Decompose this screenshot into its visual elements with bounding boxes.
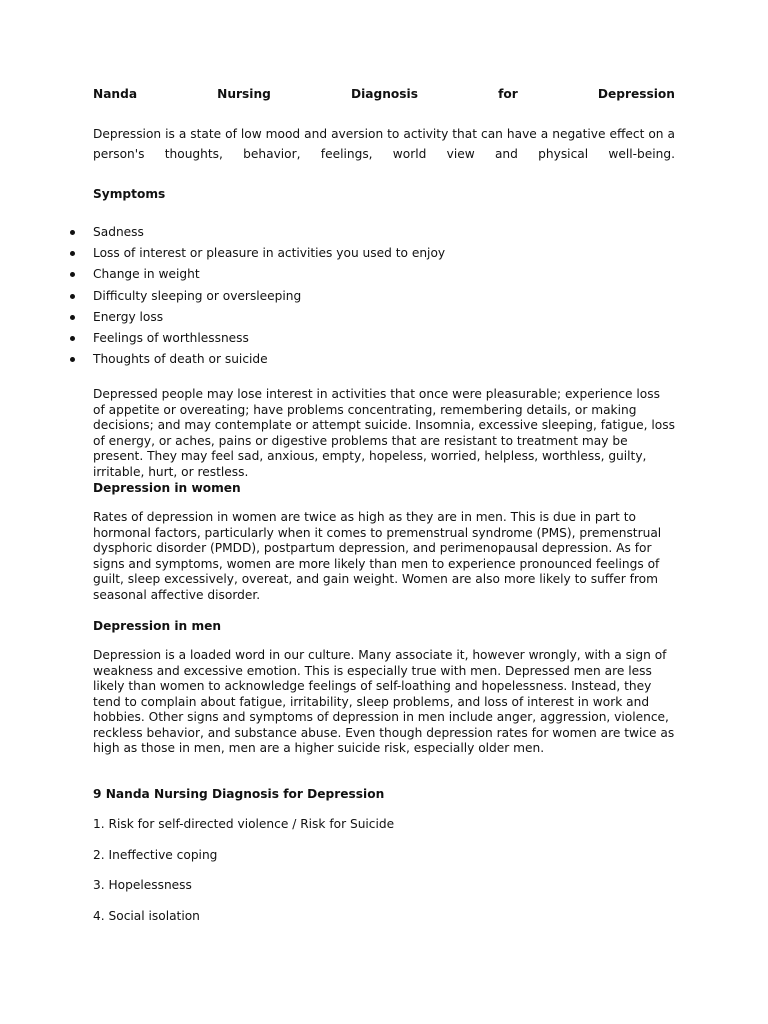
intro-paragraph: Depression is a state of low mood and aversion to activity that can have a negative effect on a person's thoughts, behavior, feelings, world view and physical well-being. [93, 127, 675, 161]
title-word: Nanda [93, 87, 138, 101]
list-item: 3. Hopelessness [93, 878, 192, 892]
list-item: 4. Social isolation [93, 909, 200, 923]
women-heading: Depression in women [93, 481, 241, 495]
bullet-icon [70, 230, 75, 235]
list-item: Thoughts of death or suicide [0, 351, 700, 372]
title-word: Depression [597, 87, 675, 101]
depressed-paragraph: Depressed people may lose interest in activities that once were pleasurable; experience loss of appetite or overeating; have problems concentrating, remembering details, or making decisions; and may contemplate or attempt suicide. Insomnia, excessive sleeping, fatigue, loss of energy, or aches, pains or digestive problems that are resistant to treatment may be present. They may feel sad, anxious, empty, hopeless, worried, helpless, worthless, guilty, irritable, hurt, or restless. [93, 387, 675, 479]
title-word: for [498, 87, 518, 101]
list-item: 1. Risk for self-directed violence / Risk for Suicide [93, 817, 395, 831]
title-word: Nursing [217, 87, 271, 101]
list-item: Energy loss [0, 309, 700, 330]
symptoms-list [0, 224, 700, 372]
list-item: Loss of interest or pleasure in activities you used to enjoy [0, 245, 700, 266]
list-item: Feelings of worthlessness [0, 330, 700, 351]
list-item: Sadness [0, 224, 700, 245]
symptoms-heading: Symptoms [93, 187, 166, 201]
diagnoses-heading: 9 Nanda Nursing Diagnosis for Depression [93, 787, 385, 801]
men-heading: Depression in men [93, 619, 222, 633]
men-paragraph: Depression is a loaded word in our culture. Many associate it, however wrongly, with a sign of weakness and excessive emotion. This is especially true with men. Depressed men are less likely than women to acknowledge feelings of self-loathing and hopelessness. Instead, they tend to complain about fatigue, irritability, sleep problems, and loss of interest in work and hobbies. Other signs and symptoms of depression in men include anger, aggression, violence, reckless behavior, and substance abuse. Even though depression rates for women are twice as high as those in men, men are a higher suicide risk, especially older men. [93, 648, 675, 755]
list-item: Difficulty sleeping or oversleeping [0, 288, 700, 309]
bullet-icon [70, 294, 75, 299]
bullet-icon [70, 315, 75, 320]
women-paragraph: Rates of depression in women are twice as high as they are in men. This is due in part to hormonal factors, particularly when it comes to premenstrual syndrome (PMS), premenstrual dysphoric disorder (PMDD), postpartum depression, and perimenopausal depression. As for signs and symptoms, women are more likely than men to experience pronounced feelings of guilt, sleep excessively, overeat, and gain weight. Women are also more likely to suffer from seasonal affective disorder. [93, 510, 662, 602]
bullet-icon [70, 357, 75, 362]
bullet-icon [70, 251, 75, 256]
document-title [93, 86, 675, 102]
list-item: 2. Ineffective coping [93, 848, 218, 862]
bullet-icon [70, 272, 75, 277]
title-word: Diagnosis [350, 87, 418, 101]
bullet-icon [70, 336, 75, 341]
list-item: Change in weight [0, 266, 700, 287]
